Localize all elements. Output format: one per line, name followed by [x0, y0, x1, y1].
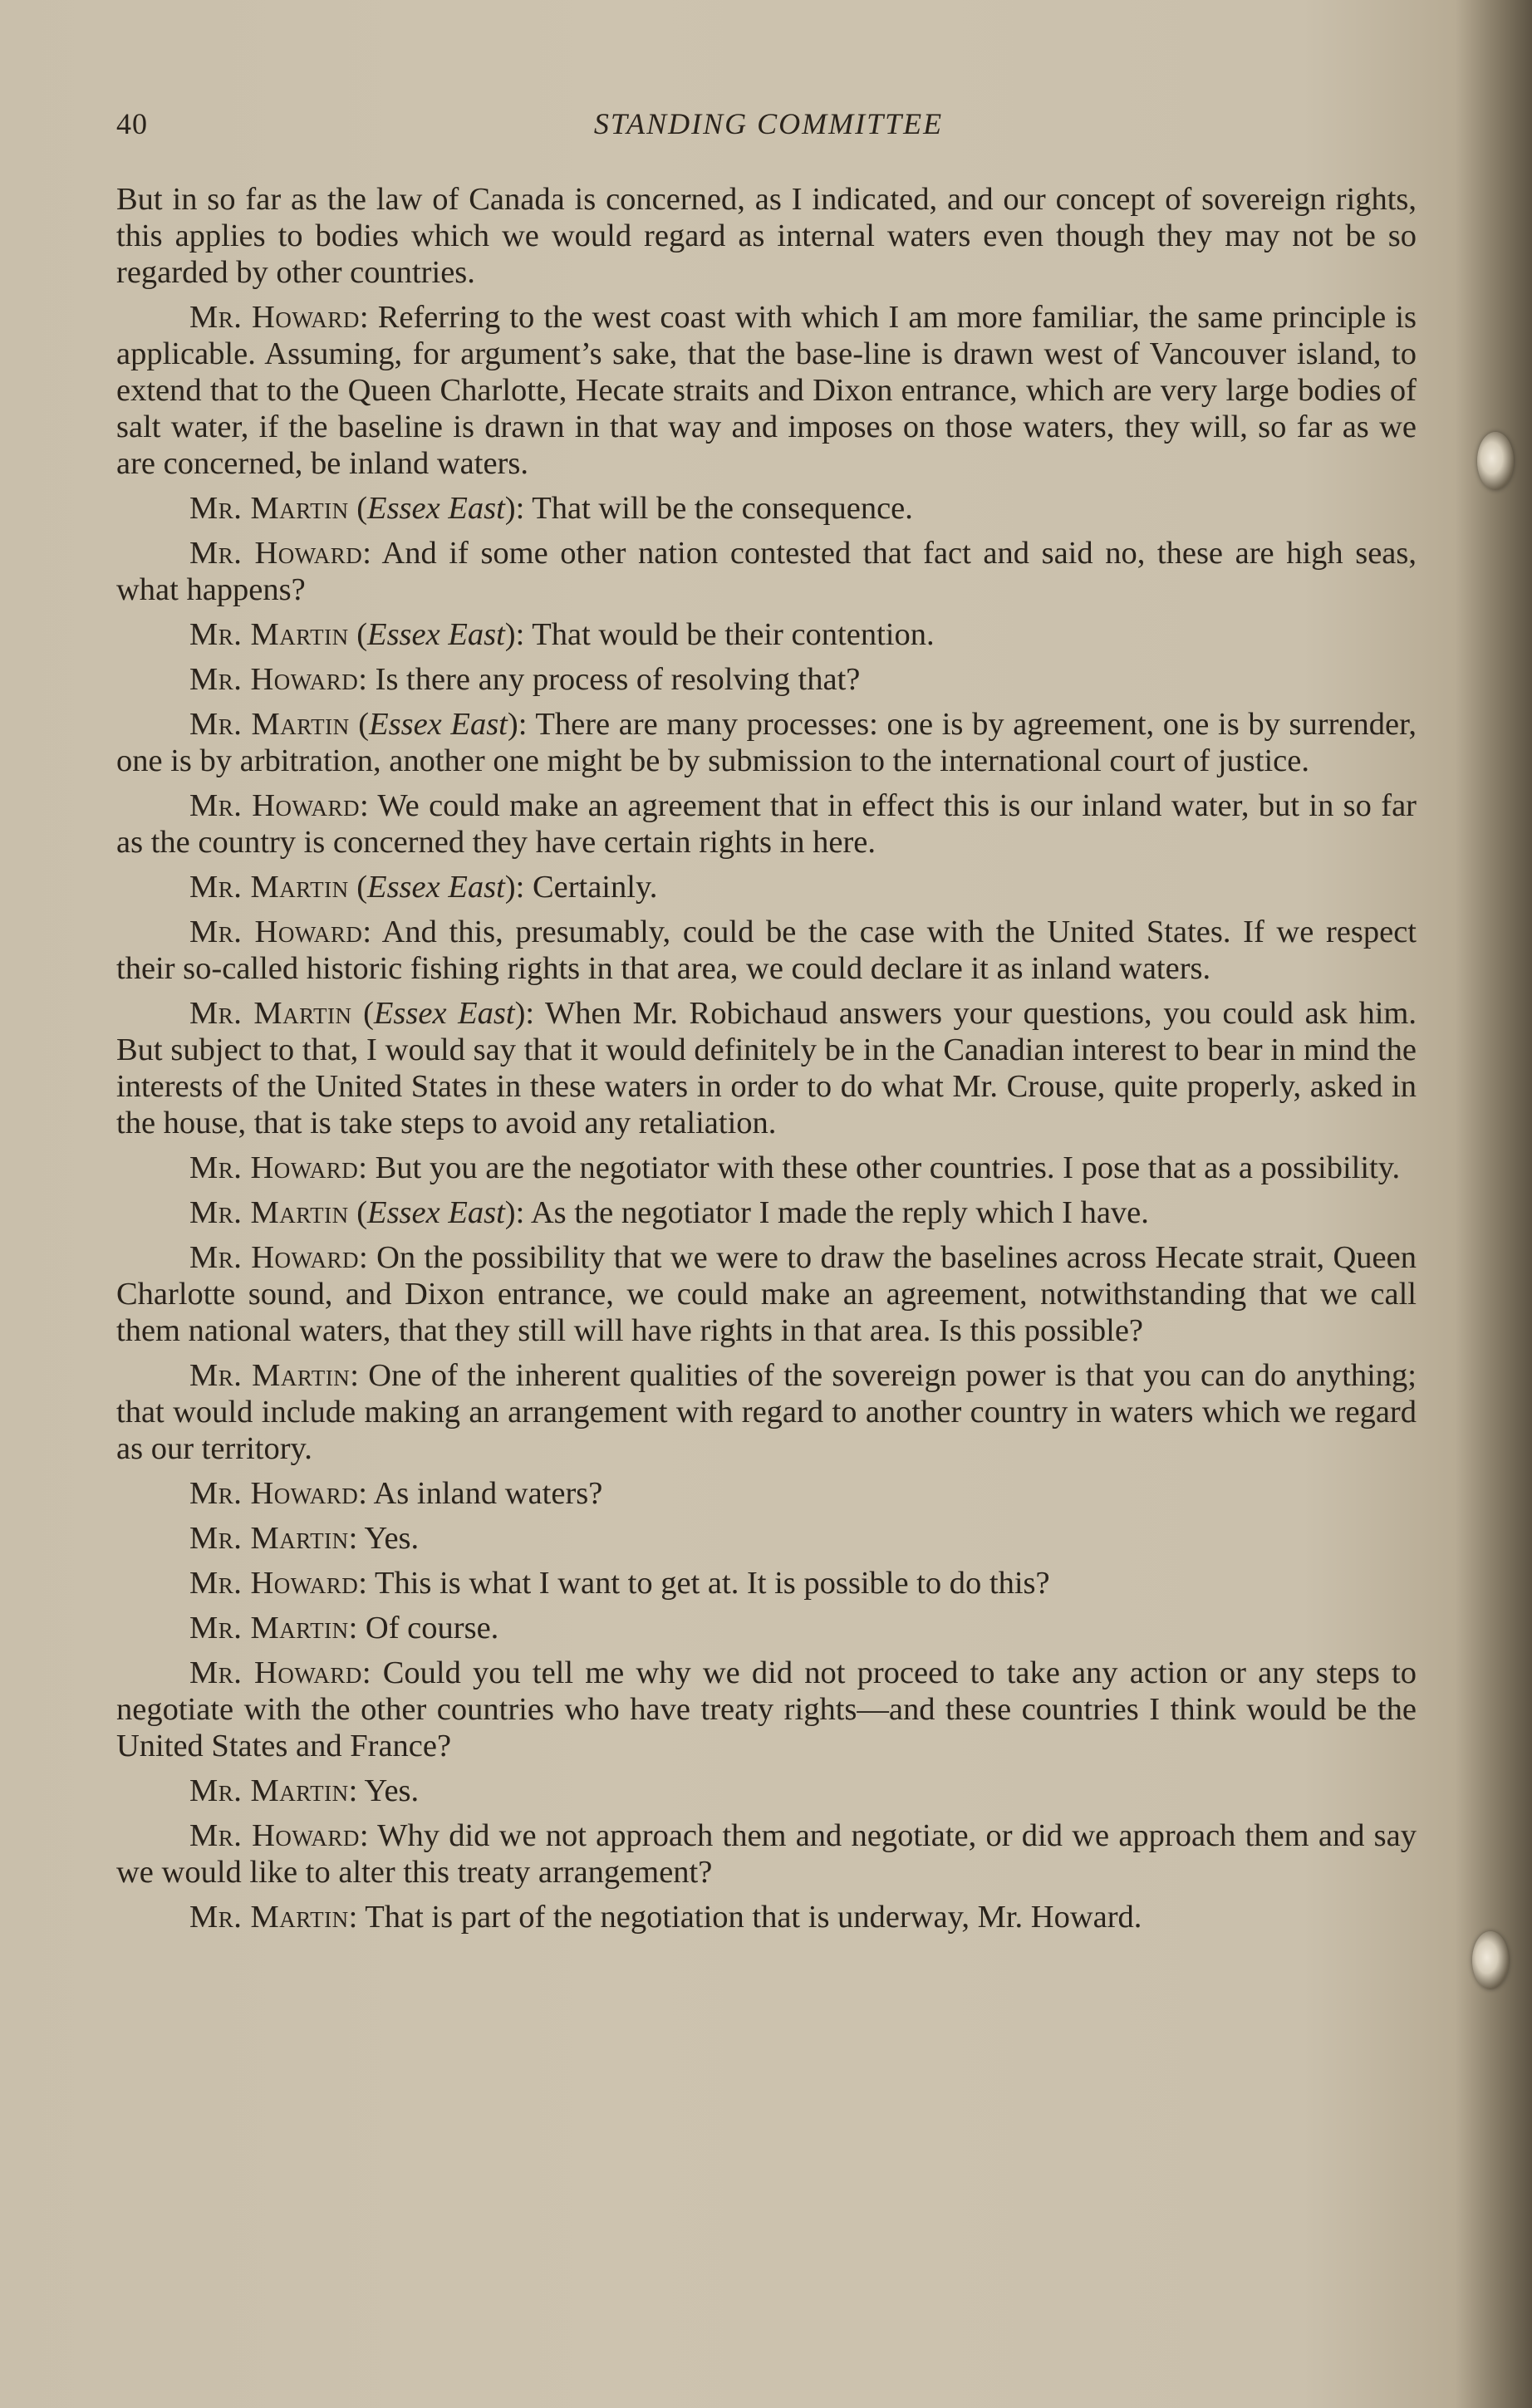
transcript-paragraph: Mr. Howard: On the possibility that we were to draw the baselines across Hecate strait, Queen Charlotte sound, and Dixon entrance, we could make an agreement, notwithstanding that we call them national waters, that they still will have rights in that area. Is this possible?	[116, 1240, 1417, 1348]
speaker-name: Mr. Howard	[189, 788, 361, 823]
running-title: STANDING COMMITTEE	[593, 107, 944, 140]
paragraph-text: On the possibility that we were to draw the baselines across Hecate strait, Queen Charlotte sound, and Dixon entrance, we could make an agreement, notwithstanding that we call them national waters, that they still will have rights in that area. Is this possible?	[116, 1240, 1417, 1348]
speaker-name: Mr. Martin	[189, 1521, 349, 1556]
transcript-paragraph: Mr. Martin (Essex East): That will be the consequence.	[189, 491, 913, 526]
transcript-paragraph: Mr. Martin: Yes.	[189, 1773, 420, 1808]
speaker-name: Mr. Martin	[189, 870, 349, 905]
speaker-riding: Essex East	[367, 1195, 505, 1230]
transcript-paragraph: Mr. Howard: This is what I want to get at. It is possible to do this?	[189, 1566, 1050, 1601]
speaker-name: Mr. Martin	[189, 1773, 349, 1808]
paragraph-text: But in so far as the law of Canada is concerned, as I indicated, and our concept of sovereign rights, this applies to bodies which we would regard as internal waters even though they may not be so regarded by other countries.	[116, 182, 1417, 290]
transcript-paragraph	[116, 181, 1417, 291]
speaker-name: Mr. Martin	[189, 1195, 349, 1230]
page-header	[116, 106, 1421, 153]
transcript-paragraph: Mr. Martin (Essex East): That would be their contention.	[189, 617, 935, 652]
transcript-paragraph: Mr. Martin (Essex East): There are many processes: one is by agreement, one is by surrender, one is by arbitration, another one might be by submission to the international court of justice.	[116, 707, 1417, 778]
paragraph-text: Could you tell me why we did not proceed to take any action or any steps to negotiate with the other countries who have treaty rights—and these countries I think would be the United States and France?	[116, 1655, 1417, 1763]
transcript-paragraph: Mr. Howard: Is there any process of resolving that?	[189, 662, 861, 697]
transcript-body	[116, 181, 1417, 1944]
speaker-name: Mr. Martin	[189, 1358, 351, 1393]
paragraph-text: As the negotiator I made the reply which I have.	[530, 1195, 1149, 1230]
transcript-paragraph: Mr. Howard: We could make an agreement that in effect this is our inland water, but in so far as the country is concerned they have certain rights in here.	[116, 788, 1417, 860]
speaker-name: Mr. Howard	[189, 1240, 360, 1275]
binder-ring-icon	[1472, 1931, 1509, 1989]
paragraph-text: Certainly.	[532, 870, 658, 905]
paragraph-text: Is there any process of resolving that?	[375, 662, 861, 697]
speaker-name: Mr. Howard	[189, 1476, 359, 1511]
speaker-name: Mr. Martin	[189, 707, 350, 742]
transcript-paragraph: Mr. Martin: Of course.	[189, 1611, 499, 1645]
speaker-name: Mr. Howard	[189, 1655, 362, 1690]
paragraph-text: Yes.	[364, 1773, 420, 1808]
speaker-riding: Essex East	[369, 707, 508, 742]
paragraph-text: There are many processes: one is by agreement, one is by surrender, one is by arbitration, another one might be by submission to the international court of justice.	[116, 707, 1417, 778]
speaker-name: Mr. Martin	[189, 996, 352, 1031]
transcript-paragraph: Mr. Howard: Why did we not approach them and negotiate, or did we approach them and say we would like to alter this treaty arrangement?	[116, 1818, 1417, 1890]
speaker-name: Mr. Martin	[189, 491, 349, 526]
transcript-paragraph: Mr. Martin (Essex East): When Mr. Robichaud answers your questions, you could ask him. But subject to that, I would say that it would definitely be in the Canadian interest to bear in mind the interests of the United States in these waters in order to do what Mr. Crouse, quite properly, asked in the house, that is take steps to avoid any retaliation.	[116, 996, 1417, 1140]
transcript-paragraph: Mr. Howard: And this, presumably, could be the case with the United States. If we respect their so-called historic fishing rights in that area, we could declare it as inland waters.	[116, 915, 1417, 986]
speaker-riding: Essex East	[367, 617, 505, 652]
transcript-paragraph: Mr. Martin: That is part of the negotiation that is underway, Mr. Howard.	[189, 1900, 1142, 1935]
speaker-name: Mr. Howard	[189, 915, 363, 949]
paragraph-text: One of the inherent qualities of the sovereign power is that you can do anything; that would include making an arrangement with regard to another country in waters which we regard as our territory.	[116, 1358, 1417, 1466]
page-number: 40	[116, 107, 148, 140]
speaker-name: Mr. Howard	[189, 1818, 360, 1853]
transcript-paragraph: Mr. Howard: As inland waters?	[189, 1476, 603, 1511]
transcript-paragraph: Mr. Martin (Essex East): As the negotiator I made the reply which I have.	[189, 1195, 1149, 1230]
transcript-paragraph: Mr. Howard: But you are the negotiator with these other countries. I pose that as a possibility.	[189, 1150, 1401, 1185]
speaker-riding: Essex East	[367, 870, 505, 905]
speaker-name: Mr. Howard	[189, 1150, 359, 1185]
binder-ring-icon	[1477, 432, 1514, 490]
paragraph-text: That will be the consequence.	[532, 491, 913, 526]
transcript-paragraph: Mr. Martin: Yes.	[189, 1521, 420, 1556]
speaker-name: Mr. Martin	[189, 1900, 349, 1935]
speaker-name: Mr. Howard	[189, 300, 360, 335]
speaker-name: Mr. Martin	[189, 1611, 349, 1645]
speaker-name: Mr. Howard	[189, 662, 359, 697]
paragraph-text: That would be their contention.	[532, 617, 935, 652]
paragraph-text: Of course.	[365, 1611, 499, 1645]
speaker-name: Mr. Martin	[189, 617, 349, 652]
paragraph-text: But you are the negotiator with these other countries. I pose that as a possibility.	[375, 1150, 1401, 1185]
speaker-riding: Essex East	[373, 996, 515, 1031]
transcript-paragraph: Mr. Martin: One of the inherent qualities of the sovereign power is that you can do anything; that would include making an arrangement with regard to another country in waters which we regard as our territory.	[116, 1358, 1417, 1466]
paragraph-text: Why did we not approach them and negotiate, or did we approach them and say we would like to alter this treaty arrangement?	[116, 1818, 1417, 1890]
speaker-name: Mr. Howard	[189, 1566, 359, 1601]
transcript-paragraph: Mr. Martin (Essex East): Certainly.	[189, 870, 658, 905]
transcript-paragraph: Mr. Howard: And if some other nation contested that fact and said no, these are high seas, what happens?	[116, 536, 1417, 607]
paragraph-text: We could make an agreement that in effect this is our inland water, but in so far as the country is concerned they have certain rights in here.	[116, 788, 1417, 860]
transcript-paragraph: Mr. Howard: Could you tell me why we did not proceed to take any action or any steps to negotiate with the other countries who have treaty rights—and these countries I think would be the United States and France?	[116, 1655, 1417, 1763]
paragraph-text: As inland waters?	[373, 1476, 603, 1511]
speaker-name: Mr. Howard	[189, 536, 363, 571]
paragraph-text: And this, presumably, could be the case with the United States. If we respect their so-called historic fishing rights in that area, we could declare it as inland waters.	[116, 915, 1417, 986]
paragraph-text: Referring to the west coast with which I am more familiar, the same principle is applicable. Assuming, for argument’s sake, that the base-line is drawn west of Vancouver island, to extend that to the Queen Charlotte, Hecate straits and Dixon entrance, which are very large bodies of salt water, if the baseline is drawn in that way and imposes on those waters, they will, so far as we are concerned, be inland waters.	[116, 300, 1417, 481]
paragraph-text: That is part of the negotiation that is underway, Mr. Howard.	[365, 1900, 1142, 1935]
speaker-riding: Essex East	[367, 491, 505, 526]
paragraph-text: And if some other nation contested that fact and said no, these are high seas, what happens?	[116, 536, 1417, 607]
paragraph-text: When Mr. Robichaud answers your questions, you could ask him. But subject to that, I would say that it would definitely be in the Canadian interest to bear in mind the interests of the United States in these waters in order to do what Mr. Crouse, quite properly, asked in the house, that is take steps to avoid any retaliation.	[116, 996, 1417, 1140]
paragraph-text: Yes.	[364, 1521, 420, 1556]
paragraph-text: This is what I want to get at. It is possible to do this?	[374, 1566, 1050, 1601]
transcript-paragraph: Mr. Howard: Referring to the west coast with which I am more familiar, the same principle is applicable. Assuming, for argument’s sake, that the base-line is drawn west of Vancouver island, to extend that to the Queen Charlotte, Hecate straits and Dixon entrance, which are very large bodies of salt water, if the baseline is drawn in that way and imposes on those waters, they will, so far as we are concerned, be inland waters.	[116, 300, 1417, 481]
